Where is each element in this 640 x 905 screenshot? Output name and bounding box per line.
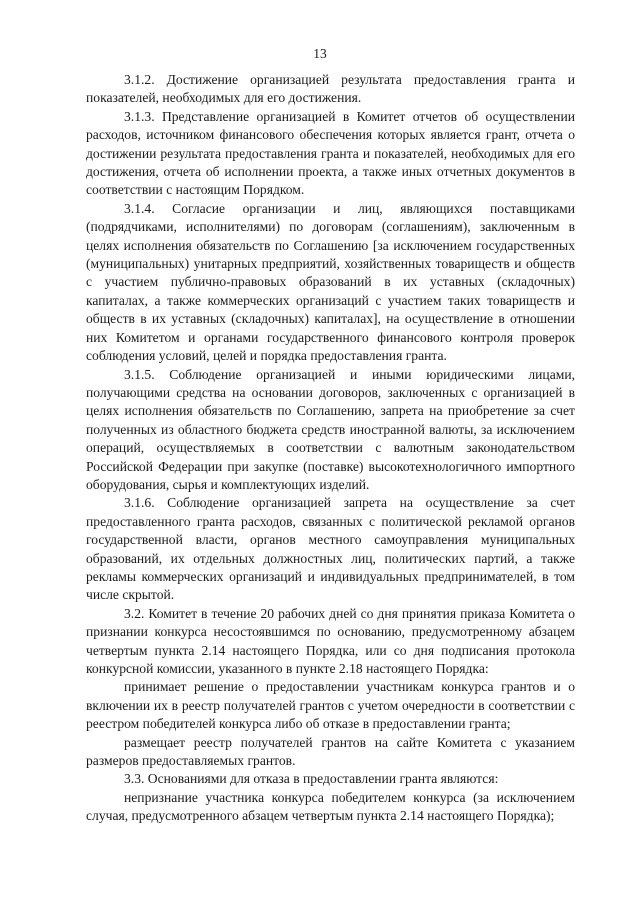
page-number: 13 [313,46,327,61]
paragraph-3-1-3: 3.1.3. Представление организацией в Комитет отчетов об осуществлении расходов, источником финансового обеспечения которых является грант, отчета о достижении результата предоставления гранта и показателей, необходимых для его достижения, отчета об исполнении проекта, а также иных отчетных документов в соответствии с настоящим Порядком. [86,108,575,198]
paragraph-3-3: 3.3. Основаниями для отказа в предоставлении гранта являются: [124,771,499,787]
paragraph-3-2: 3.2. Комитет в течение 20 рабочих дней со дня принятия приказа Комитета о признании конкурса несостоявшимся по основанию, предусмотренному абзацем четвертым пункта 2.14 настоящего Порядка, или со дня подписания протокола конкурсной комиссии, указанного в пункте 2.18 настоящего Порядка: [86,605,575,676]
paragraph-refusal-ground: непризнание участника конкурса победителем конкурса (за исключением случая, предусмотренного абзацем четвертым пункта 2.14 настоящего Порядка); [86,789,575,824]
paragraph-decision: принимает решение о предоставлении участникам конкурса грантов и о включении их в реестр получателей грантов с учетом очередности в соответствии с реестром победителей конкурса либо об отказе в предоставлении гранта; [86,679,575,732]
document-body [86,71,575,826]
paragraph-3-1-2: 3.1.2. Достижение организацией результата предоставления гранта и показателей, необходимых для его достижения. [86,72,575,106]
paragraph-3-1-4: 3.1.4. Согласие организации и лиц, являющихся поставщиками (подрядчиками, исполнителями) по договорам (соглашениям), заключенным в целях исполнения обязательств по Соглашению [за исключением государственных (муниципальных) унитарных предприятий, хозяйственных товариществ и обществ с участием публично-правовых образований в их уставных (складочных) капиталах, а также коммерческих организаций с участием таких товариществ и обществ в их уставных (складочных) капиталах], на осуществление в отношении них Комитетом и органами государственного финансового контроля проверок соблюдения условий, целей и порядка предоставления гранта. [86,200,575,364]
paragraph-registry: размещает реестр получателей грантов на сайте Комитета с указанием размеров предоставляемых грантов. [86,734,575,769]
paragraph-3-1-5: 3.1.5. Соблюдение организацией и иными юридическими лицами, получающими средства на основании договоров, заключенных с организацией в целях исполнения обязательств по Соглашению, запрета на приобретение за счет полученных из областного бюджета средств иностранной валюты, за исключением операций, осуществляемых в соответствии с валютным законодательством Российской Федерации при закупке (поставке) высокотехнологичного импортного оборудования, сырья и комплектующих изделий. [86,366,575,492]
paragraph-3-1-6: 3.1.6. Соблюдение организацией запрета на осуществление за счет предоставленного гранта расходов, связанных с политической рекламой органов государственной власти, органов местного самоуправления муниципальных образований, их отдельных должностных лиц, политических партий, а также рекламы коммерческих организаций и индивидуальных предпринимателей, в том числе скрытой. [86,495,575,603]
